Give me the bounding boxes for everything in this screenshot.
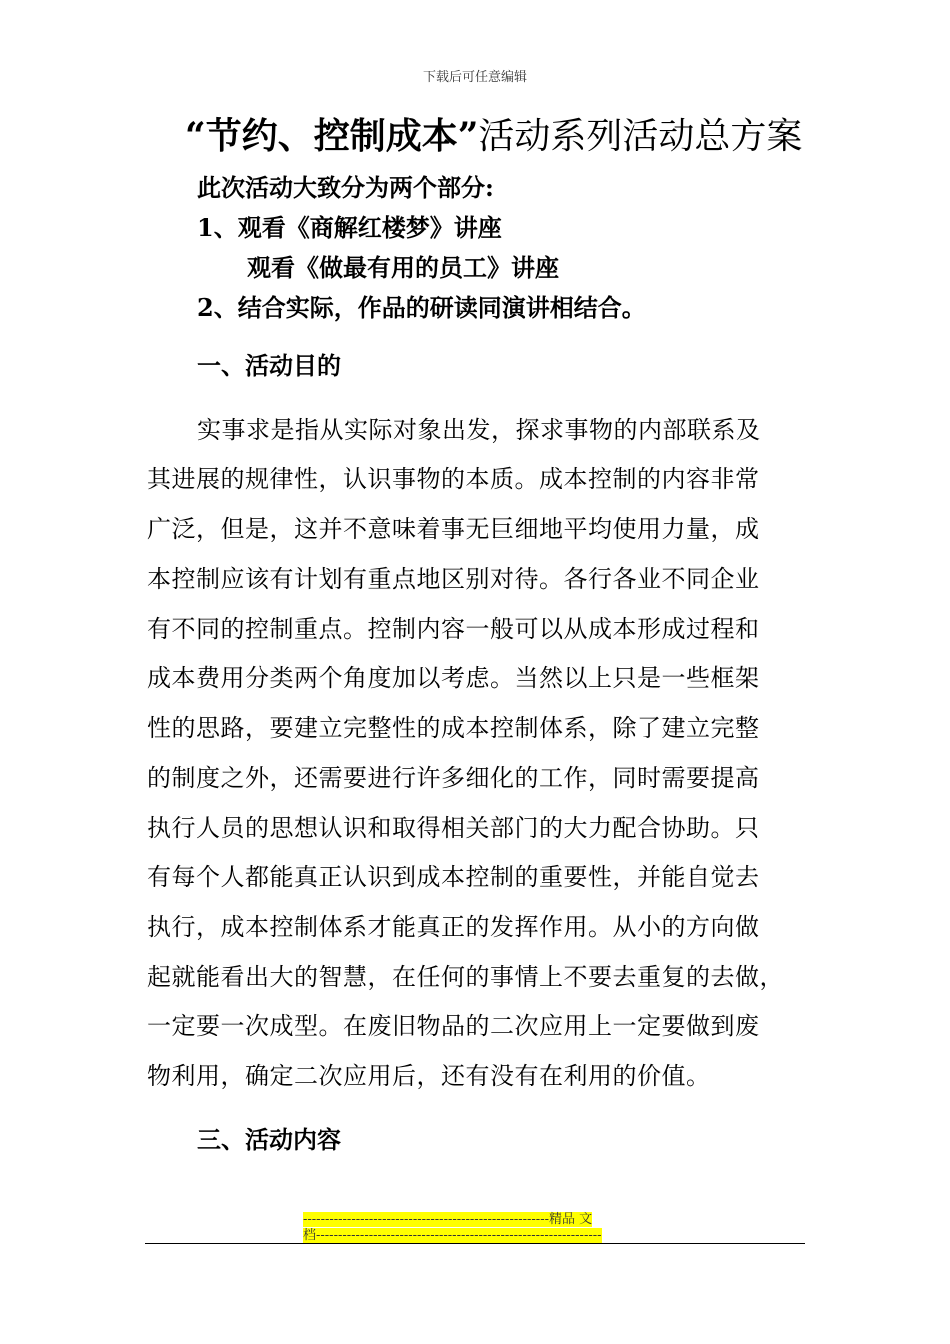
intro-item-1b: 观看《做最有用的员工》讲座 (247, 253, 559, 282)
page-title (185, 108, 802, 159)
body-line: 起就能看出大的智慧，在任何的事情上不要去重复的去做， (147, 963, 784, 991)
intro-item-1: 1、观看《商解红楼梦》讲座 (197, 213, 502, 242)
body-line: 有不同的控制重点。控制内容一般可以从成本形成过程和 (147, 615, 760, 643)
body-line: 成本费用分类两个角度加以考虑。当然以上只是一些框架 (147, 664, 760, 692)
section-heading-content: 三、活动内容 (197, 1125, 341, 1154)
body-line: 的制度之外，还需要进行许多细化的工作，同时需要提高 (147, 764, 760, 792)
body-line: 实事求是指从实际对象出发，探求事物的内部联系及 (197, 416, 761, 444)
body-line: 一定要一次成型。在废旧物品的二次应用上一定要做到废 (147, 1012, 760, 1040)
footer-watermark-line-2: 档----------------------------------------------------------------- (303, 1228, 602, 1243)
body-line: 执行，成本控制体系才能真正的发挥作用。从小的方向做 (147, 913, 760, 941)
body-line: 执行人员的思想认识和取得相关部门的大力配合协助。只 (147, 814, 760, 842)
intro-lead: 此次活动大致分为两个部分: (197, 173, 494, 202)
section-heading-purpose: 一、活动目的 (197, 351, 341, 380)
intro-item-2: 2、结合实际，作品的研读同演讲相结合。 (197, 293, 646, 322)
body-line: 其进展的规律性，认识事物的本质。成本控制的内容非常 (147, 465, 760, 493)
header-note: 下载后可任意编辑 (422, 70, 527, 85)
footer-divider (145, 1243, 805, 1244)
body-line: 广泛，但是，这并不意味着事无巨细地平均使用力量，成 (147, 515, 760, 543)
body-line: 物利用，确定二次应用后，还有没有在利用的价值。 (147, 1062, 711, 1090)
body-line: 性的思路，要建立完整性的成本控制体系，除了建立完整 (147, 714, 760, 742)
body-line: 有每个人都能真正认识到成本控制的重要性，并能自觉去 (147, 863, 760, 891)
footer-watermark (303, 1212, 648, 1244)
title-rest: 活动系列活动总方案 (478, 116, 803, 157)
title-main: “节约、控制成本” (185, 115, 479, 157)
footer-watermark-line-1: --------------------------------------------------------精品 文 (303, 1212, 593, 1227)
body-line: 本控制应该有计划有重点地区别对待。各行各业不同企业 (147, 565, 760, 593)
